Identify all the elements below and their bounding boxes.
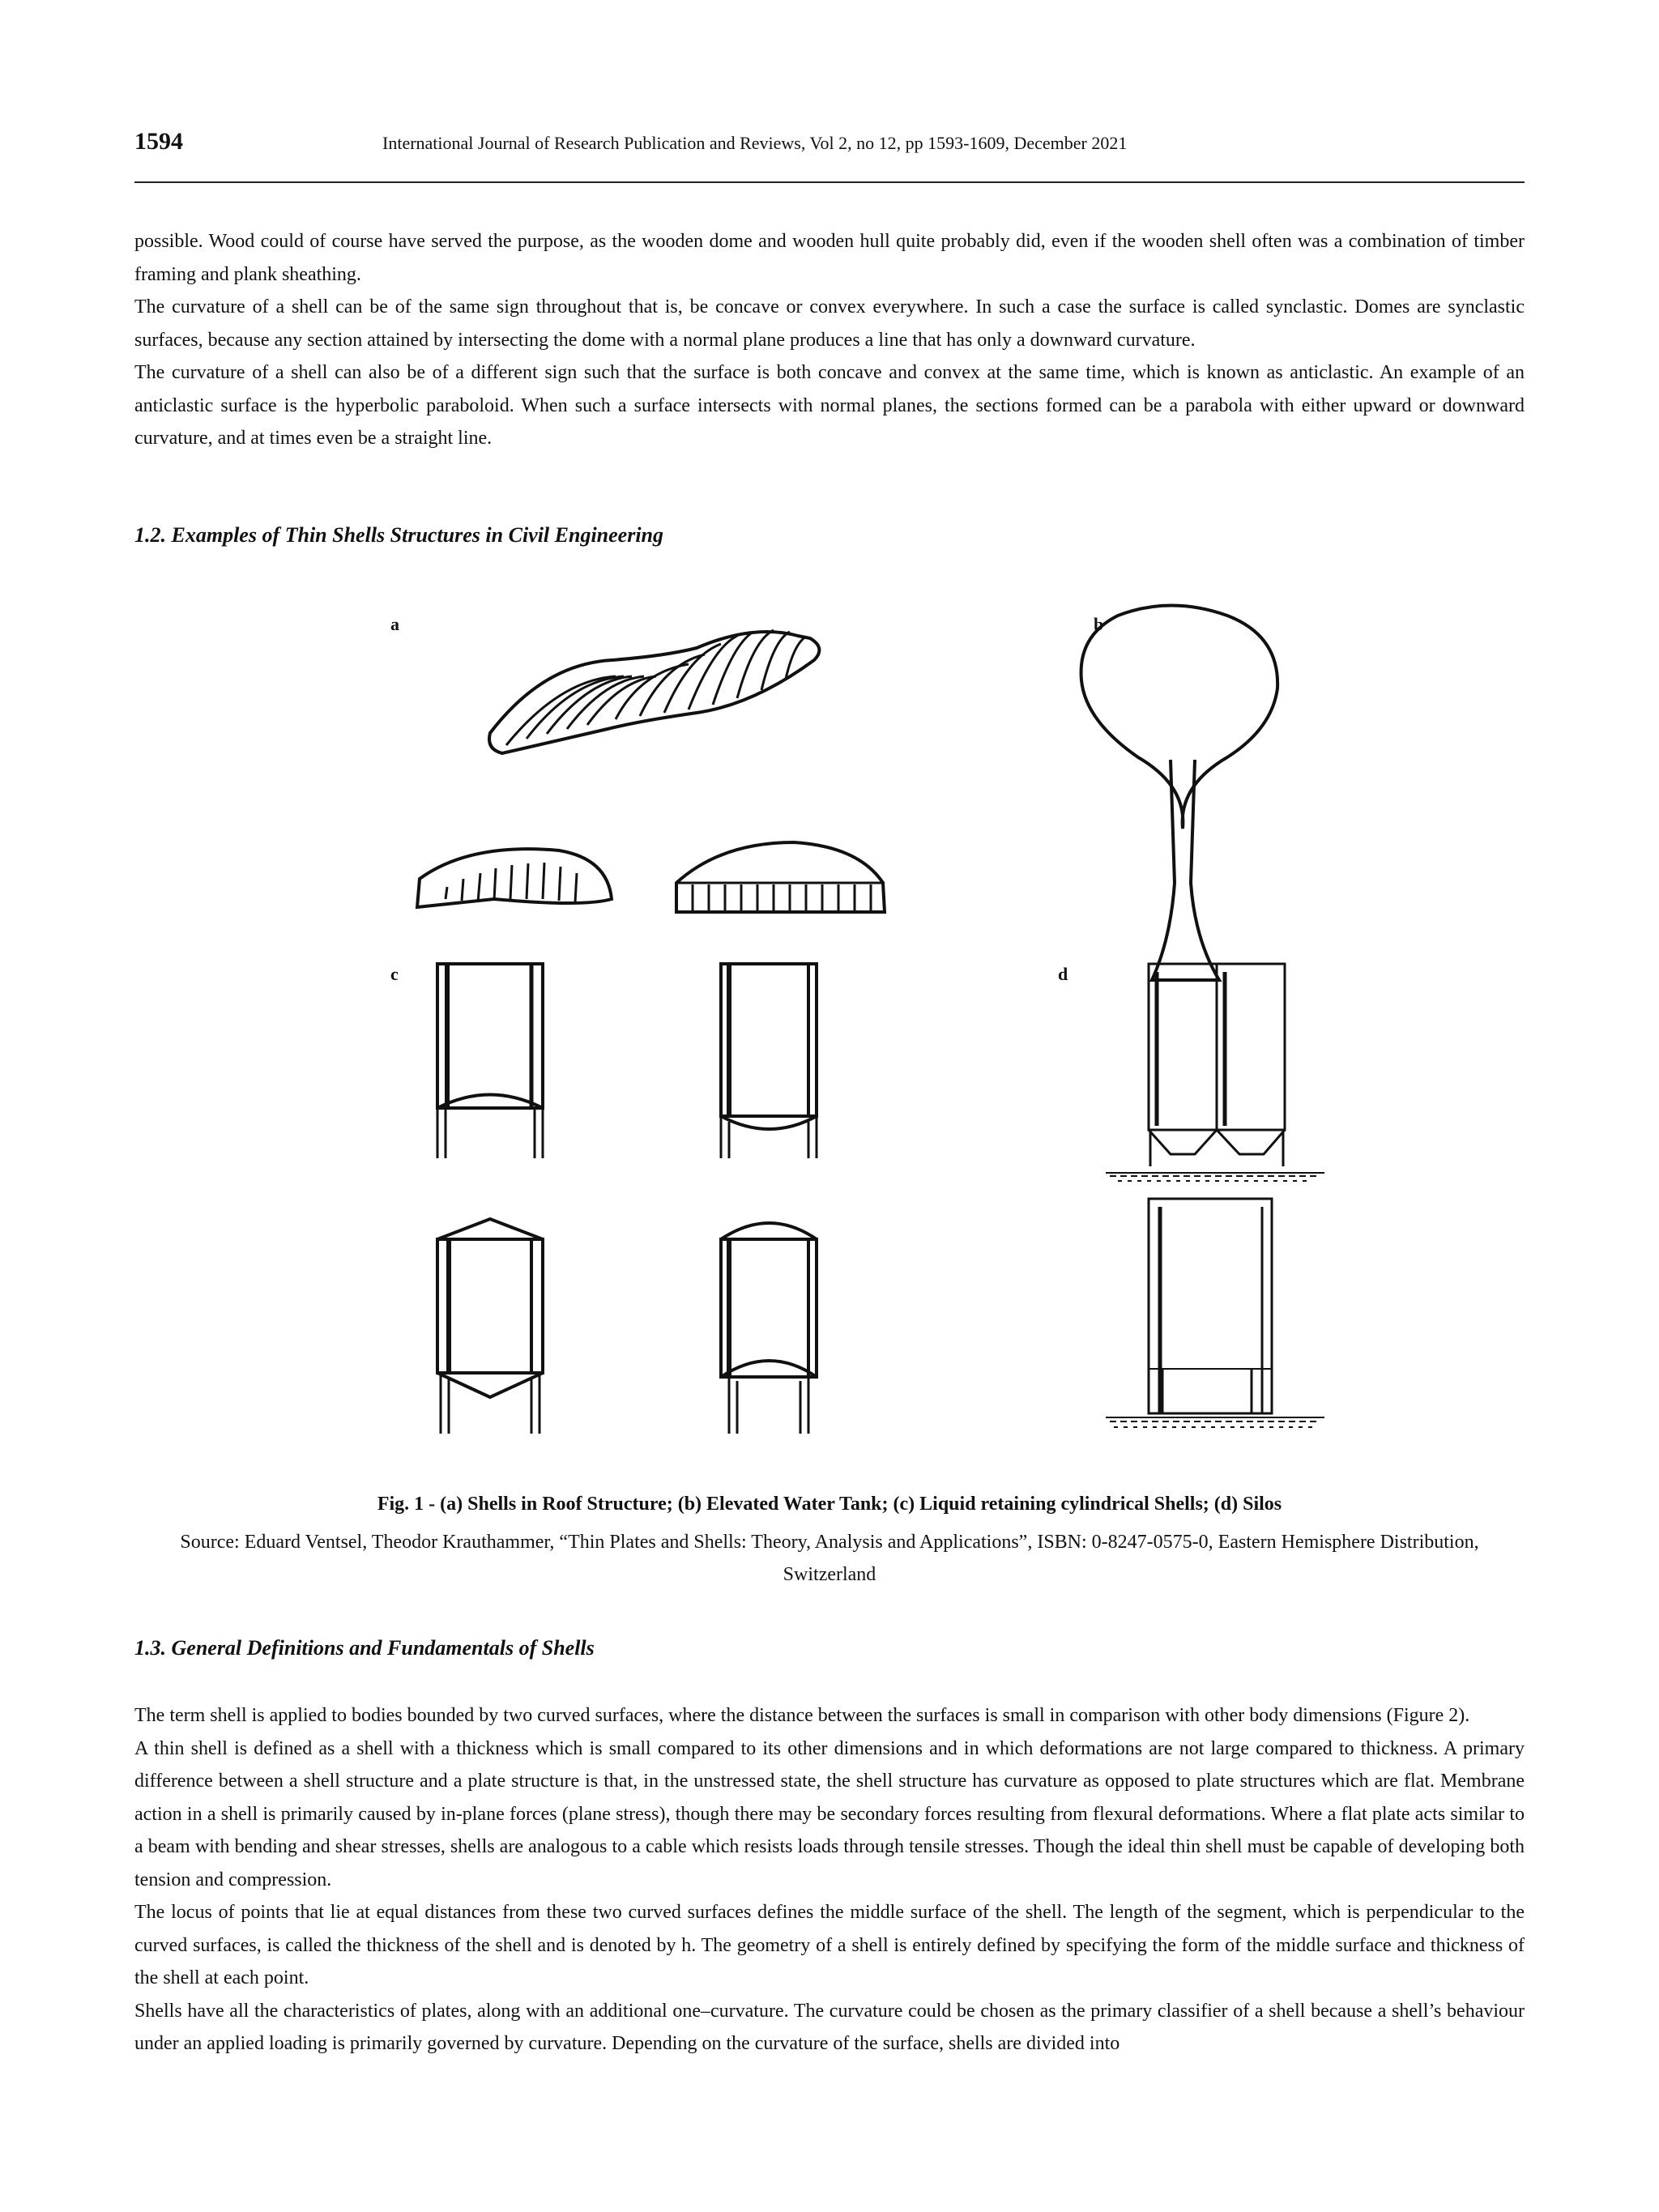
section-heading-1-3: 1.3. General Definitions and Fundamentals of Shells (134, 1636, 595, 1660)
cylindrical-tank-drawing-2 (721, 964, 817, 1158)
figure-1 (373, 599, 1410, 1458)
header-divider (134, 181, 1525, 183)
cylindrical-tank-drawing-4 (721, 1223, 817, 1434)
journal-header: International Journal of Research Publication and Reviews, Vol 2, no 12, pp 1593-1609, December 2021 (382, 133, 1128, 153)
panel-label-b: b (1094, 614, 1104, 634)
paragraph: possible. Wood could of course have served the purpose, as the wooden dome and wooden hull quite probably did, even if the wooden shell often was a combination of timber framing and plank sheathing. (134, 231, 1525, 285)
paragraph: The curvature of a shell can be of the same sign throughout that is, be concave or convex everywhere. In such a case the surface is called synclastic. Domes are synclastic surfaces, because any section attained by intersecting the dome with a normal plane produces a line that has only a downward curvature. (134, 296, 1525, 351)
elevated-water-tank-drawing (1081, 606, 1278, 981)
silos-drawing-1 (1106, 964, 1324, 1181)
paragraph: The term shell is applied to bodies bounded by two curved surfaces, where the distance between the surfaces is small in comparison with other body dimensions (Figure 2). (134, 1705, 1470, 1726)
shell-segment-drawing-1 (417, 849, 612, 907)
silos-drawing-2 (1106, 1199, 1324, 1427)
figure-caption: Fig. 1 - (a) Shells in Roof Structure; (b) Elevated Water Tank; (c) Liquid retaining cylindrical Shells; (d) Silos (377, 1494, 1282, 1515)
panel-label-d: d (1058, 964, 1068, 984)
panel-label-a: a (390, 614, 399, 634)
figure-source: Source: Eduard Ventsel, Theodor Krauthammer, “Thin Plates and Shells: Theory, Analysis and Applications”, ISBN: 0-8247-0575-0, Eastern Hemisphere Distribution, Switzerland (180, 1532, 1479, 1585)
section-1-3-text (134, 1699, 1525, 2061)
intro-text (134, 225, 1525, 455)
figure-1-drawing (373, 599, 1410, 1458)
page-number: 1594 (134, 128, 183, 155)
paragraph: Shells have all the characteristics of plates, along with an additional one–curvature. The curvature could be chosen as the primary classifier of a shell because a shell’s behaviour under an applied loading is primarily governed by curvature. Depending on the curvature of the surface, shells are divided into (134, 2000, 1525, 2054)
paragraph: The locus of points that lie at equal distances from these two curved surfaces defines the middle surface of the shell. The length of the segment, which is perpendicular to the curved surfaces, is called the thickness of the shell and is denoted by h. The geometry of a shell is entirely defined by specifying the form of the middle surface and thickness of the shell at each point. (134, 1902, 1525, 1988)
section-heading-1-2: 1.2. Examples of Thin Shells Structures in Civil Engineering (134, 523, 664, 547)
shell-segment-drawing-2 (676, 842, 885, 912)
panel-label-c: c (390, 964, 399, 984)
cylindrical-tank-drawing-3 (437, 1219, 543, 1434)
barrel-vault-roof-drawing (489, 630, 819, 753)
cylindrical-tank-drawing-1 (437, 964, 543, 1158)
paragraph: The curvature of a shell can also be of a different sign such that the surface is both concave and convex at the same time, which is known as anticlastic. An example of an anticlastic surface is the hyperbolic paraboloid. When such a surface intersects with normal planes, the sections formed can be a parabola with either upward or downward curvature, and at times even be a straight line. (134, 362, 1525, 449)
paragraph: A thin shell is defined as a shell with a thickness which is small compared to its other dimensions and in which deformations are not large compared to thickness. A primary difference between a shell structure and a plate structure is that, in the unstressed state, the shell structure has curvature as opposed to plate structures which are flat. Membrane action in a shell is primarily caused by in-plane forces (plane stress), though there may be secondary forces resulting from flexural deformations. Where a flat plate acts similar to a beam with bending and shear stresses, shells are analogous to a cable which resists loads through tensile stresses. Though the ideal thin shell must be capable of developing both tension and compression. (134, 1737, 1525, 1890)
